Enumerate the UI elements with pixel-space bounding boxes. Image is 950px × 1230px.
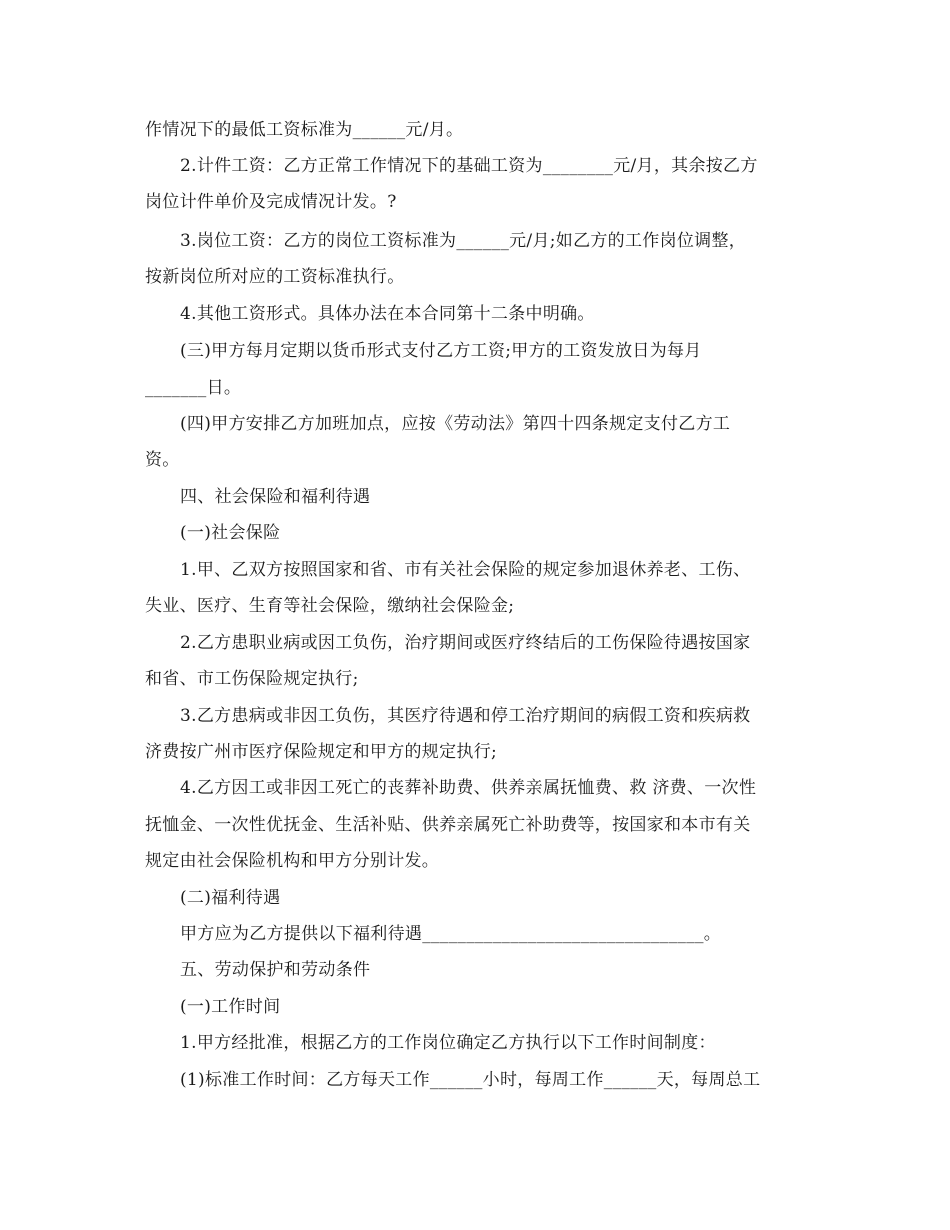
section-heading: 四、社会保险和福利待遇	[180, 487, 371, 507]
text-line: 2.乙方患职业病或因工负伤，治疗期间或医疗终结后的工伤保险待遇按国家	[180, 633, 751, 653]
text-line: 3.岗位工资：乙方的岗位工资标准为______元/月;如乙方的工作岗位调整，	[180, 231, 747, 251]
text-line: 3.乙方患病或非因工负伤，其医疗待遇和停工治疗期间的病假工资和疾病救	[180, 706, 751, 726]
text-line: 1.甲、乙双方按照国家和省、市有关社会保险的规定参加退休养老、工伤、	[180, 560, 751, 580]
text-line: 4.其他工资形式。具体办法在本合同第十二条中明确。	[180, 304, 595, 324]
text-line: (四)甲方安排乙方加班加点，应按《劳动法》第四十四条规定支付乙方工	[180, 414, 731, 434]
text-line: 失业、医疗、生育等社会保险，缴纳社会保险金;	[145, 596, 515, 616]
subsection-heading: (一)工作时间	[180, 997, 281, 1017]
subsection-heading: (一)社会保险	[180, 523, 281, 543]
text-line: 按新岗位所对应的工资标准执行。	[145, 267, 405, 287]
text-line: 1.甲方经批准，根据乙方的工作岗位确定乙方执行以下工作时间制度：	[180, 1033, 716, 1053]
text-line: 规定由社会保险机构和甲方分别计发。	[145, 851, 440, 871]
text-line: (1)标准工作时间：乙方每天工作______小时，每周工作______天，每周总工	[180, 1070, 761, 1090]
text-line: (三)甲方每月定期以货币形式支付乙方工资;甲方的工资发放日为每月	[180, 341, 702, 361]
text-line: 济费按广州市医疗保险规定和甲方的规定执行;	[145, 742, 498, 762]
text-line: 4.乙方因工或非因工死亡的丧葬补助费、供养亲属抚恤费、救 济费、一次性	[180, 778, 757, 798]
text-line: 抚恤金、一次性优抚金、生活补贴、供养亲属死亡补助费等，按国家和本市有关	[145, 815, 751, 835]
text-line: _______日。	[145, 378, 242, 398]
section-heading: 五、劳动保护和劳动条件	[180, 960, 371, 980]
text-line: 甲方应为乙方提供以下福利待遇________________________________。	[180, 924, 722, 944]
subsection-heading: (二)福利待遇	[180, 888, 281, 908]
text-line: 2.计件工资：乙方正常工作情况下的基础工资为________元/月，其余按乙方	[180, 156, 758, 176]
text-line: 作情况下的最低工资标准为______元/月。	[145, 120, 464, 140]
text-line: 和省、市工伤保险规定执行;	[145, 669, 359, 689]
text-line: 资。	[145, 450, 180, 470]
text-line: 岗位计件单价及完成情况计发。?	[145, 192, 397, 212]
